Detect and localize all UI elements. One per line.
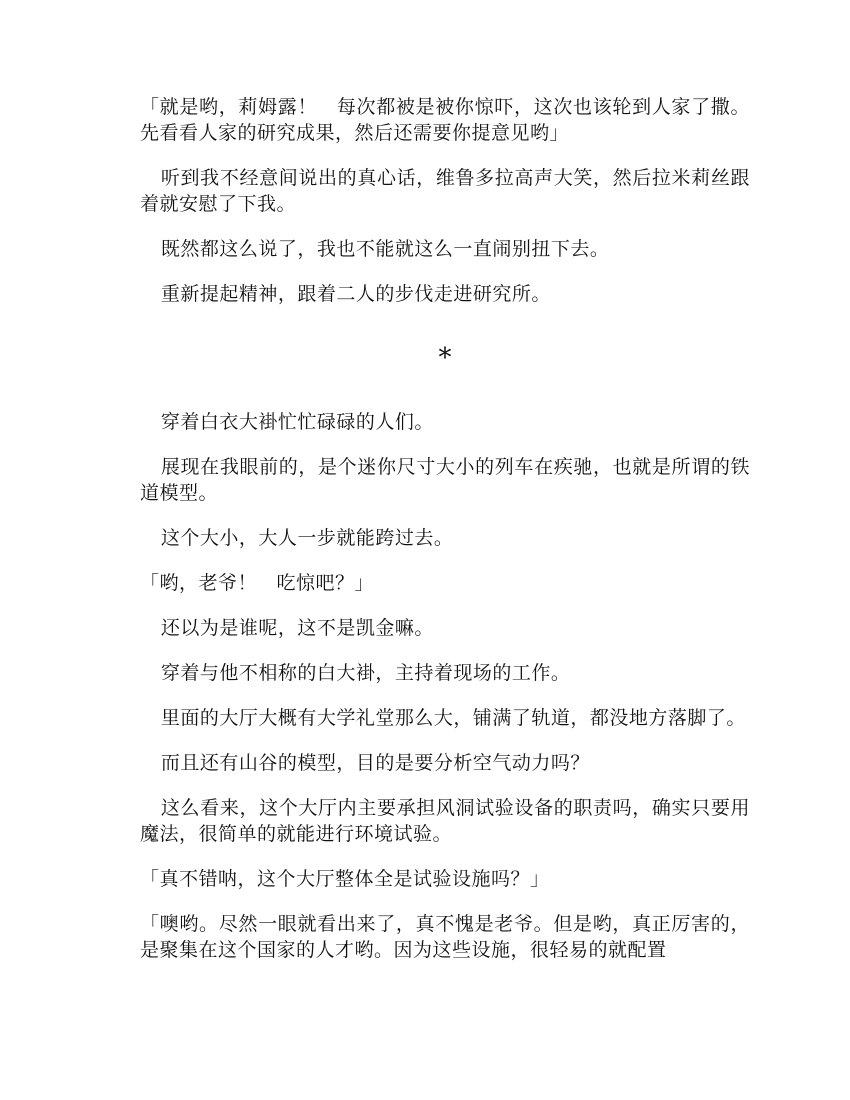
paragraph: 穿着与他不相称的白大褂，主持着现场的工作。 [160,662,571,684]
paragraph: 展现在我眼前的，是个迷你尺寸大小的列车在疾驰，也就是所谓的铁道模型。 [140,456,750,504]
paragraph: 听到我不经意间说出的真心话，维鲁多拉高声大笑，然后拉米莉丝跟着就安慰了下我。 [140,167,750,215]
section-separator: * [438,343,452,373]
paragraph: 既然都这么说了，我也不能就这么一直闹别扭下去。 [160,238,610,260]
paragraph: 这么看来，这个大厅内主要承担风洞试验设备的职责吗，确实只要用魔法，很简单的就能进行环境试验。 [140,797,750,845]
paragraph: 重新提起精神，跟着二人的步伐走进研究所。 [160,283,551,305]
dialogue-paragraph: 「哟，老爷！ 吃惊吧？」 [140,572,375,594]
paragraph: 穿着白衣大褂忙忙碌碌的人们。 [160,411,434,433]
paragraph: 而且还有山谷的模型，目的是要分析空气动力吗？ [160,752,590,774]
paragraph: 里面的大厅大概有大学礼堂那么大，铺满了轨道，都没地方落脚了。 [160,707,746,729]
paragraph: 「就是哟，莉姆露！ 每次都被是被你惊吓，这次也该轮到人家了撒。先看看人家的研究成果，然后还需要你提意见哟」 [140,96,750,144]
document-page [140,94,750,982]
paragraph: 这个大小，大人一步就能跨过去。 [160,527,454,549]
dialogue-paragraph: 「真不错呐，这个大厅整体全是试验设施吗？」 [140,868,550,890]
dialogue-paragraph: 「噢哟。尽然一眼就看出来了，真不愧是老爷。但是哟，真正厉害的，是聚集在这个国家的人才哟。因为这些设施，很轻易的就配置 [140,913,750,961]
paragraph: 还以为是谁呢，这不是凯金嘛。 [160,617,434,639]
